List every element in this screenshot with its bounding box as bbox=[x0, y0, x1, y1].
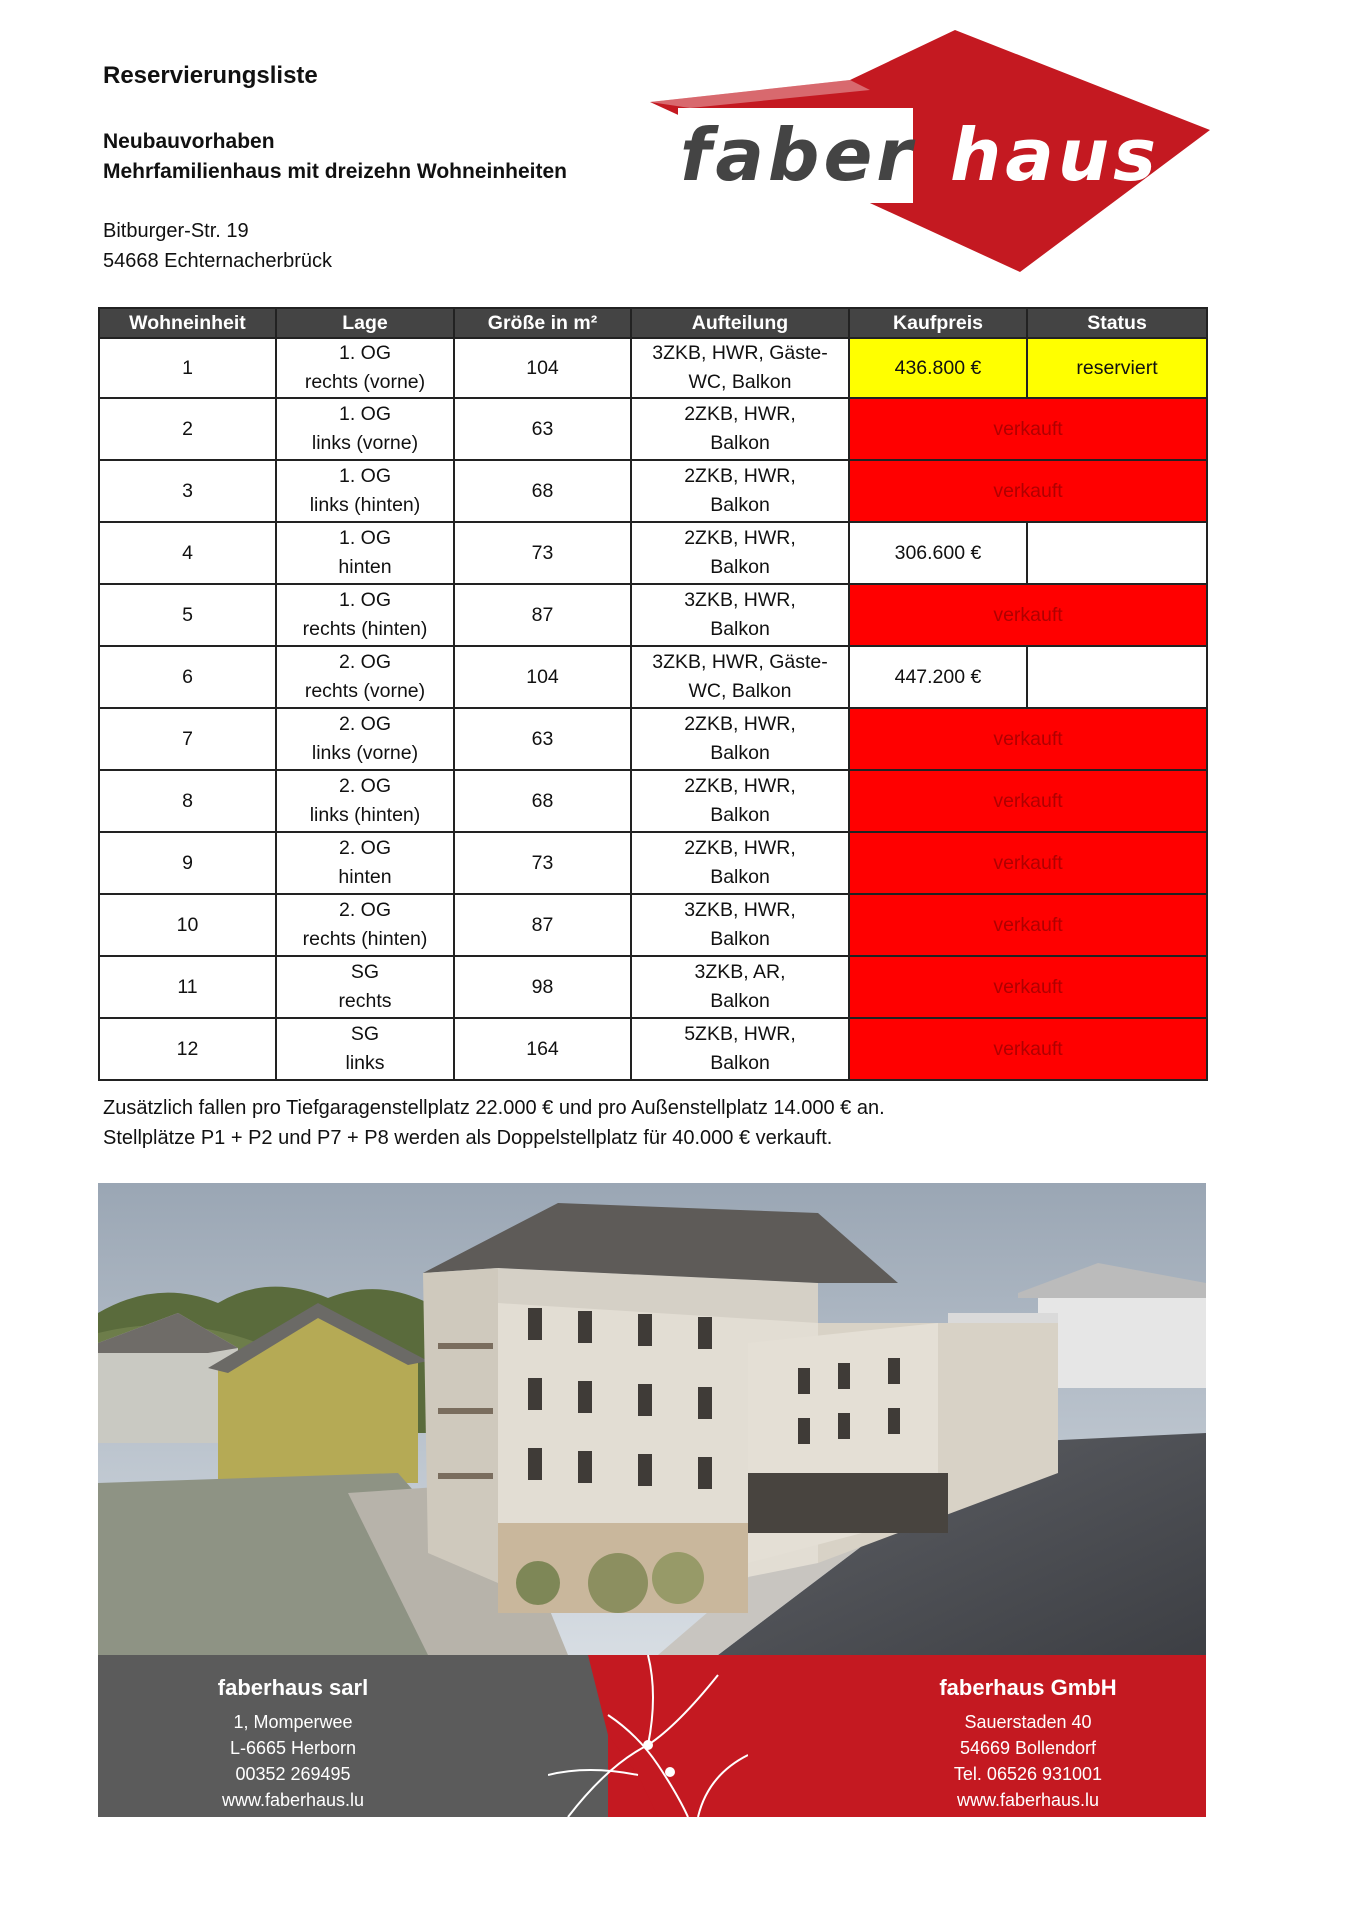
cell-status-sold bbox=[849, 584, 1207, 646]
table-row bbox=[99, 770, 1207, 832]
logo-word-faber: faber bbox=[680, 113, 916, 197]
table-row bbox=[99, 894, 1207, 956]
layout-line1: 3ZKB, HWR, bbox=[684, 589, 796, 611]
company-footer bbox=[98, 1655, 1206, 1817]
floor-label: 1. OG bbox=[338, 342, 392, 364]
layout-line2: Balkon bbox=[710, 1052, 770, 1074]
cell-layout bbox=[631, 398, 849, 460]
layout-line2: Balkon bbox=[710, 990, 770, 1012]
unit-number: 3 bbox=[182, 479, 193, 502]
table-row bbox=[99, 584, 1207, 646]
layout-line2: Balkon bbox=[710, 618, 770, 640]
cell-layout bbox=[631, 956, 849, 1018]
address-street: Bitburger-Str. 19 bbox=[103, 220, 249, 242]
position-label: rechts (vorne) bbox=[304, 680, 426, 702]
cell-layout bbox=[631, 770, 849, 832]
footer-company-lu bbox=[143, 1675, 443, 1813]
cell-layout bbox=[631, 832, 849, 894]
project-description: Mehrfamilienhaus mit dreizehn Wohneinheiten bbox=[103, 160, 567, 183]
cell-status-sold bbox=[849, 956, 1207, 1018]
size-value: 73 bbox=[531, 851, 554, 874]
table-row bbox=[99, 1018, 1207, 1080]
unit-number: 10 bbox=[176, 913, 199, 936]
layout-line1: 2ZKB, HWR, bbox=[684, 837, 796, 859]
table-header-row bbox=[99, 308, 1207, 338]
cell-unit bbox=[99, 646, 276, 708]
size-value: 104 bbox=[526, 356, 559, 379]
layout-line1: 3ZKB, HWR, Gäste- bbox=[652, 342, 828, 364]
cell-unit bbox=[99, 522, 276, 584]
unit-number: 7 bbox=[182, 727, 193, 750]
layout-line1: 2ZKB, HWR, bbox=[684, 465, 796, 487]
table-row bbox=[99, 398, 1207, 460]
status-badge: verkauft bbox=[993, 479, 1063, 502]
status-badge: verkauft bbox=[993, 789, 1063, 812]
floor-label: 2. OG bbox=[338, 713, 392, 735]
cell-size bbox=[454, 770, 631, 832]
cell-status-sold bbox=[849, 398, 1207, 460]
parking-price-note: Zusätzlich fallen pro Tiefgaragenstellplatz 22.000 € und pro Außenstellplatz 14.000 € an. bbox=[103, 1097, 885, 1119]
company-street-de: Sauerstaden 40 bbox=[964, 1712, 1092, 1732]
cell-price bbox=[849, 338, 1027, 398]
col-header-size: Größe in m² bbox=[454, 308, 631, 338]
size-value: 68 bbox=[531, 479, 554, 502]
address-city: 54668 Echternacherbrück bbox=[103, 250, 333, 272]
size-value: 63 bbox=[531, 417, 554, 440]
cell-unit bbox=[99, 956, 276, 1018]
status-badge: verkauft bbox=[993, 975, 1063, 998]
company-city-lu: L-6665 Herborn bbox=[229, 1738, 357, 1758]
cell-layout bbox=[631, 708, 849, 770]
status-badge: verkauft bbox=[993, 603, 1063, 626]
floor-label: 2. OG bbox=[338, 837, 392, 859]
reservation-table bbox=[98, 307, 1208, 1081]
position-label: links (hinten) bbox=[309, 494, 421, 516]
col-header-location: Lage bbox=[276, 308, 454, 338]
cell-layout bbox=[631, 646, 849, 708]
unit-number: 8 bbox=[182, 789, 193, 812]
company-phone-de: Tel. 06526 931001 bbox=[953, 1764, 1103, 1784]
position-label: links bbox=[345, 1052, 385, 1074]
floor-label: 1. OG bbox=[338, 527, 392, 549]
cell-status-sold bbox=[849, 770, 1207, 832]
cell-unit bbox=[99, 398, 276, 460]
layout-line2: Balkon bbox=[710, 432, 770, 454]
cell-status-sold bbox=[849, 894, 1207, 956]
cell-location bbox=[276, 708, 454, 770]
cell-status-sold bbox=[849, 832, 1207, 894]
company-street-lu: 1, Momperwee bbox=[233, 1712, 353, 1732]
layout-line1: 5ZKB, HWR, bbox=[684, 1023, 796, 1045]
region-map-graphic bbox=[548, 1655, 748, 1817]
status-badge: verkauft bbox=[993, 727, 1063, 750]
price-value: 447.200 € bbox=[894, 665, 982, 688]
unit-number: 1 bbox=[182, 356, 193, 379]
cell-layout bbox=[631, 584, 849, 646]
floor-label: 2. OG bbox=[338, 651, 392, 673]
col-header-unit: Wohneinheit bbox=[99, 308, 276, 338]
size-value: 104 bbox=[526, 665, 559, 688]
cell-layout bbox=[631, 894, 849, 956]
company-city-de: 54669 Bollendorf bbox=[959, 1738, 1097, 1758]
table-row bbox=[99, 646, 1207, 708]
size-value: 87 bbox=[531, 913, 554, 936]
cell-status bbox=[1027, 338, 1207, 398]
cell-size bbox=[454, 832, 631, 894]
cell-location bbox=[276, 584, 454, 646]
size-value: 68 bbox=[531, 789, 554, 812]
layout-line1: 2ZKB, HWR, bbox=[684, 713, 796, 735]
cell-status-sold bbox=[849, 708, 1207, 770]
position-label: links (hinten) bbox=[309, 804, 421, 826]
cell-location bbox=[276, 646, 454, 708]
size-value: 63 bbox=[531, 727, 554, 750]
status-badge: reserviert bbox=[1076, 356, 1158, 379]
company-phone-lu: 00352 269495 bbox=[235, 1764, 351, 1784]
table-row bbox=[99, 338, 1207, 398]
company-website-lu[interactable]: www.faberhaus.lu bbox=[221, 1790, 365, 1810]
floor-label: SG bbox=[350, 1023, 380, 1045]
cell-size bbox=[454, 338, 631, 398]
unit-number: 6 bbox=[182, 665, 193, 688]
company-name-de: faberhaus GmbH bbox=[939, 1675, 1117, 1700]
cell-unit bbox=[99, 894, 276, 956]
layout-line1: 3ZKB, HWR, bbox=[684, 899, 796, 921]
cell-status bbox=[1027, 522, 1207, 584]
position-label: rechts (vorne) bbox=[304, 371, 426, 393]
cell-unit bbox=[99, 1018, 276, 1080]
company-name-lu: faberhaus sarl bbox=[217, 1675, 369, 1700]
unit-number: 9 bbox=[182, 851, 193, 874]
unit-number: 2 bbox=[182, 417, 193, 440]
status-badge: verkauft bbox=[993, 913, 1063, 936]
status-badge: verkauft bbox=[993, 417, 1063, 440]
cell-location bbox=[276, 398, 454, 460]
cell-location bbox=[276, 460, 454, 522]
position-label: hinten bbox=[338, 866, 392, 888]
layout-line1: 2ZKB, HWR, bbox=[684, 775, 796, 797]
cell-size bbox=[454, 398, 631, 460]
cell-size bbox=[454, 646, 631, 708]
price-value: 306.600 € bbox=[894, 541, 982, 564]
table-row bbox=[99, 956, 1207, 1018]
layout-line2: WC, Balkon bbox=[688, 680, 792, 702]
position-label: rechts (hinten) bbox=[302, 928, 428, 950]
layout-line2: WC, Balkon bbox=[688, 371, 792, 393]
cell-location bbox=[276, 956, 454, 1018]
size-value: 164 bbox=[526, 1037, 559, 1060]
floor-label: 2. OG bbox=[338, 899, 392, 921]
layout-line2: Balkon bbox=[710, 804, 770, 826]
status-badge: verkauft bbox=[993, 851, 1063, 874]
logo-word-haus: haus bbox=[950, 113, 1160, 197]
layout-line1: 3ZKB, AR, bbox=[694, 961, 786, 983]
size-value: 98 bbox=[531, 975, 554, 998]
cell-location bbox=[276, 522, 454, 584]
price-value: 436.800 € bbox=[894, 356, 982, 379]
layout-line1: 3ZKB, HWR, Gäste- bbox=[652, 651, 828, 673]
layout-line1: 2ZKB, HWR, bbox=[684, 527, 796, 549]
position-label: rechts bbox=[338, 990, 392, 1012]
cell-location bbox=[276, 770, 454, 832]
cell-unit bbox=[99, 708, 276, 770]
cell-size bbox=[454, 522, 631, 584]
cell-price bbox=[849, 646, 1027, 708]
cell-size bbox=[454, 708, 631, 770]
unit-number: 12 bbox=[176, 1037, 199, 1060]
table-row bbox=[99, 708, 1207, 770]
cell-unit bbox=[99, 584, 276, 646]
floor-label: 2. OG bbox=[338, 775, 392, 797]
floor-label: 1. OG bbox=[338, 465, 392, 487]
cell-unit bbox=[99, 338, 276, 398]
position-label: hinten bbox=[338, 556, 392, 578]
cell-location bbox=[276, 894, 454, 956]
table-row bbox=[99, 522, 1207, 584]
faberhaus-logo bbox=[650, 30, 1210, 275]
double-parking-note: Stellplätze P1 + P2 und P7 + P8 werden als Doppelstellplatz für 40.000 € verkauft. bbox=[103, 1127, 833, 1149]
col-header-price: Kaufpreis bbox=[849, 308, 1027, 338]
company-website-de[interactable]: www.faberhaus.lu bbox=[956, 1790, 1100, 1810]
col-header-status: Status bbox=[1027, 308, 1207, 338]
cell-status bbox=[1027, 646, 1207, 708]
cell-size bbox=[454, 584, 631, 646]
table-body bbox=[99, 338, 1207, 1080]
table-row bbox=[99, 832, 1207, 894]
floor-label: SG bbox=[350, 961, 380, 983]
size-value: 73 bbox=[531, 541, 554, 564]
footer-company-de bbox=[878, 1675, 1178, 1813]
cell-status-sold bbox=[849, 1018, 1207, 1080]
layout-line2: Balkon bbox=[710, 928, 770, 950]
project-type: Neubauvorhaben bbox=[103, 130, 275, 153]
unit-number: 5 bbox=[182, 603, 193, 626]
cell-layout bbox=[631, 338, 849, 398]
layout-line2: Balkon bbox=[710, 866, 770, 888]
floor-label: 1. OG bbox=[338, 403, 392, 425]
floor-label: 1. OG bbox=[338, 589, 392, 611]
building-rendering bbox=[98, 1183, 1206, 1655]
cell-status-sold bbox=[849, 460, 1207, 522]
unit-number: 11 bbox=[177, 975, 198, 998]
cell-location bbox=[276, 338, 454, 398]
cell-layout bbox=[631, 1018, 849, 1080]
cell-price bbox=[849, 522, 1027, 584]
cell-location bbox=[276, 832, 454, 894]
cell-size bbox=[454, 1018, 631, 1080]
document-title: Reservierungsliste bbox=[103, 62, 318, 89]
cell-size bbox=[454, 956, 631, 1018]
cell-layout bbox=[631, 460, 849, 522]
layout-line2: Balkon bbox=[710, 494, 770, 516]
cell-unit bbox=[99, 460, 276, 522]
cell-unit bbox=[99, 832, 276, 894]
status-badge: verkauft bbox=[993, 1037, 1063, 1060]
cell-layout bbox=[631, 522, 849, 584]
position-label: links (vorne) bbox=[311, 742, 419, 764]
cell-size bbox=[454, 894, 631, 956]
layout-line2: Balkon bbox=[710, 556, 770, 578]
table-row bbox=[99, 460, 1207, 522]
unit-number: 4 bbox=[182, 541, 193, 564]
cell-unit bbox=[99, 770, 276, 832]
cell-location bbox=[276, 1018, 454, 1080]
size-value: 87 bbox=[531, 603, 554, 626]
position-label: links (vorne) bbox=[311, 432, 419, 454]
cell-size bbox=[454, 460, 631, 522]
position-label: rechts (hinten) bbox=[302, 618, 428, 640]
layout-line2: Balkon bbox=[710, 742, 770, 764]
layout-line1: 2ZKB, HWR, bbox=[684, 403, 796, 425]
col-header-layout: Aufteilung bbox=[631, 308, 849, 338]
